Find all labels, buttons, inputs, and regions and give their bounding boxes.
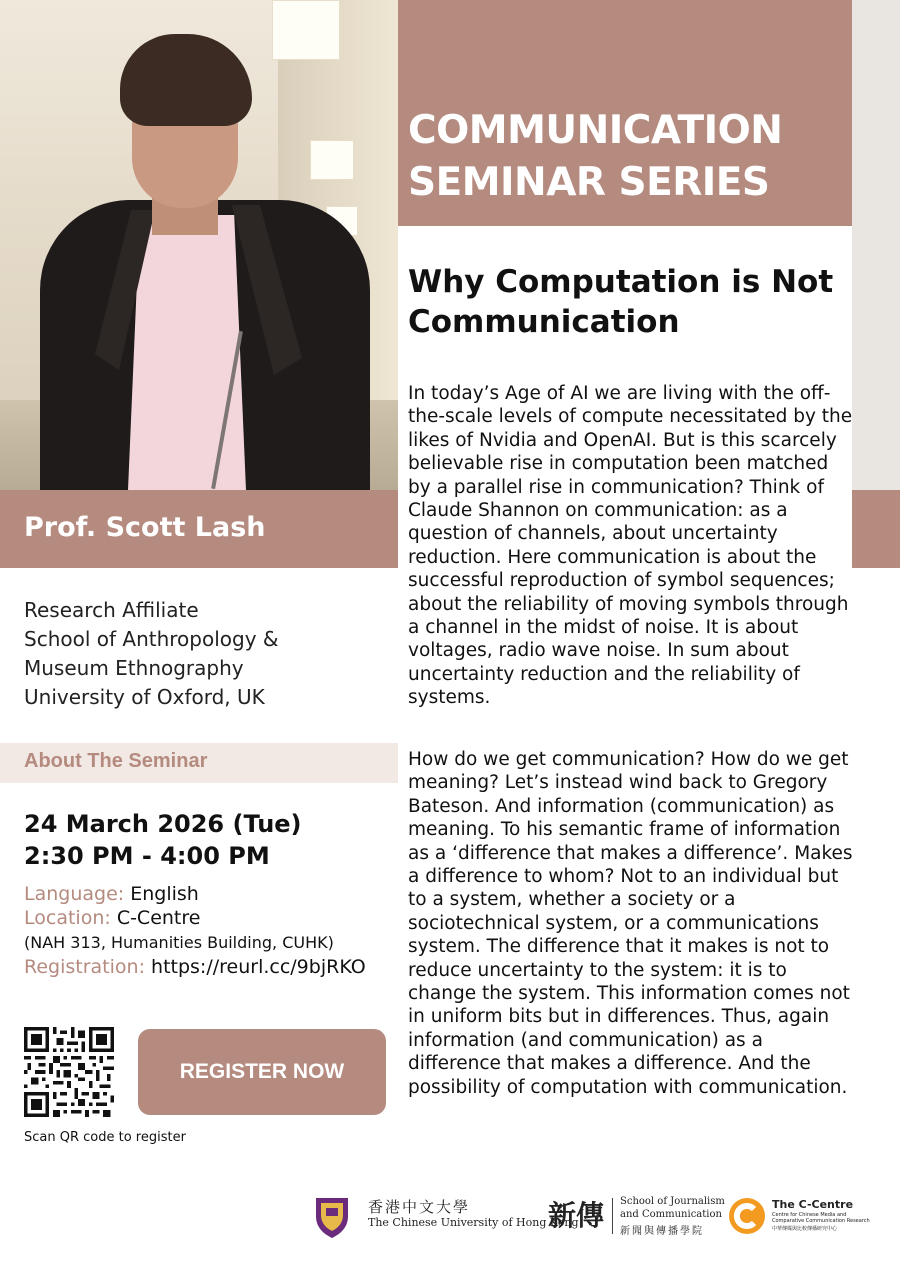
photo-edge-strip — [852, 0, 900, 490]
cuhk-english-name: The Chinese University of Hong Kong — [368, 1216, 579, 1229]
speaker-name-band — [0, 490, 398, 568]
accent-edge-band — [852, 490, 900, 568]
affiliation-line: Research Affiliate — [24, 598, 199, 622]
series-title-line-2: SEMINAR SERIES — [408, 160, 770, 205]
sjc-chinese-mark: 新傳 — [548, 1199, 605, 1232]
language-row — [24, 883, 199, 905]
series-title-line-1: COMMUNICATION — [408, 108, 783, 153]
abstract-paragraph: In today’s Age of AI we are living with the off-the-scale levels of compute necessitated by the likes of Nvidia and OpenAI. But is this scarcely believable rise in computation been matched by a parallel rise in communication? Think of Claude Shannon on communication: as a question of channels, about uncertainty reduction. Here communication is about the successful reproduction of symbol sequences; about the reliability of moving symbols through a channel in the midst of noise. It is about voltages, radio wave noise. In sum about uncertainty reduction and the reliability of systems. — [408, 383, 853, 709]
registration-key: Registration: — [24, 956, 145, 978]
c-centre-chinese-name: 中華傳媒與比較傳播研究中心 — [772, 1226, 838, 1232]
c-centre-logo — [728, 1194, 900, 1238]
series-title-block — [398, 0, 852, 226]
language-key: Language: — [24, 883, 125, 905]
cuhk-crest-icon — [312, 1194, 352, 1238]
affiliation-line: University of Oxford, UK — [24, 685, 265, 709]
location-key: Location: — [24, 907, 111, 929]
qr-code[interactable] — [24, 1027, 114, 1117]
event-date: 24 March 2026 (Tue) — [24, 810, 302, 838]
register-now-button[interactable]: REGISTER NOW — [138, 1029, 386, 1115]
c-centre-icon — [728, 1197, 766, 1235]
registration-link[interactable]: https://reurl.cc/9bjRKO — [151, 956, 366, 978]
about-label: About The Seminar — [24, 750, 208, 772]
talk-title: Why Computation is Not Communication — [408, 264, 834, 340]
location-detail: (NAH 313, Humanities Building, CUHK) — [24, 933, 334, 952]
sjc-english-line-1: School of Journalism — [620, 1196, 725, 1207]
sjc-divider — [612, 1198, 613, 1234]
qr-caption: Scan QR code to register — [24, 1130, 186, 1145]
c-centre-subtitle-1: Centre for Chinese Media and — [772, 1212, 847, 1218]
speaker-photo — [0, 0, 398, 490]
cuhk-chinese-name: 香港中文大學 — [368, 1198, 471, 1216]
c-centre-name: The C-Centre — [772, 1198, 854, 1211]
speaker-name: Prof. Scott Lash — [24, 512, 266, 543]
location-row — [24, 907, 200, 929]
registration-row — [24, 956, 366, 978]
about-band — [0, 743, 398, 783]
sjc-english-line-2: and Communication — [620, 1209, 722, 1220]
affiliation-line: School of Anthropology & — [24, 627, 279, 651]
school-of-journalism-logo — [548, 1194, 728, 1238]
c-centre-subtitle-2: Comparative Communication Research — [772, 1218, 870, 1224]
event-time: 2:30 PM - 4:00 PM — [24, 842, 270, 870]
language-value: English — [130, 883, 199, 905]
abstract-paragraph: How do we get communication? How do we get meaning? Let’s instead wind back to Gregory Bateson. And information (communication) as meaning. To his semantic frame of information as a ‘difference that makes a difference’. Makes a difference to whom? Not to an individual but to a system, whether a society or a sociotechnical system, or a communications system. The difference that it makes is not to reduce uncertainty to the system: it is to change the system. This information comes not in uniform bits but in differences. Thus, again information (and communication) as a difference that makes a difference. And the possibility of computation with communication. — [408, 749, 853, 1098]
sjc-chinese-name: 新聞與傳播學院 — [620, 1226, 704, 1237]
location-value: C-Centre — [116, 907, 201, 929]
affiliation-line: Museum Ethnography — [24, 656, 244, 680]
